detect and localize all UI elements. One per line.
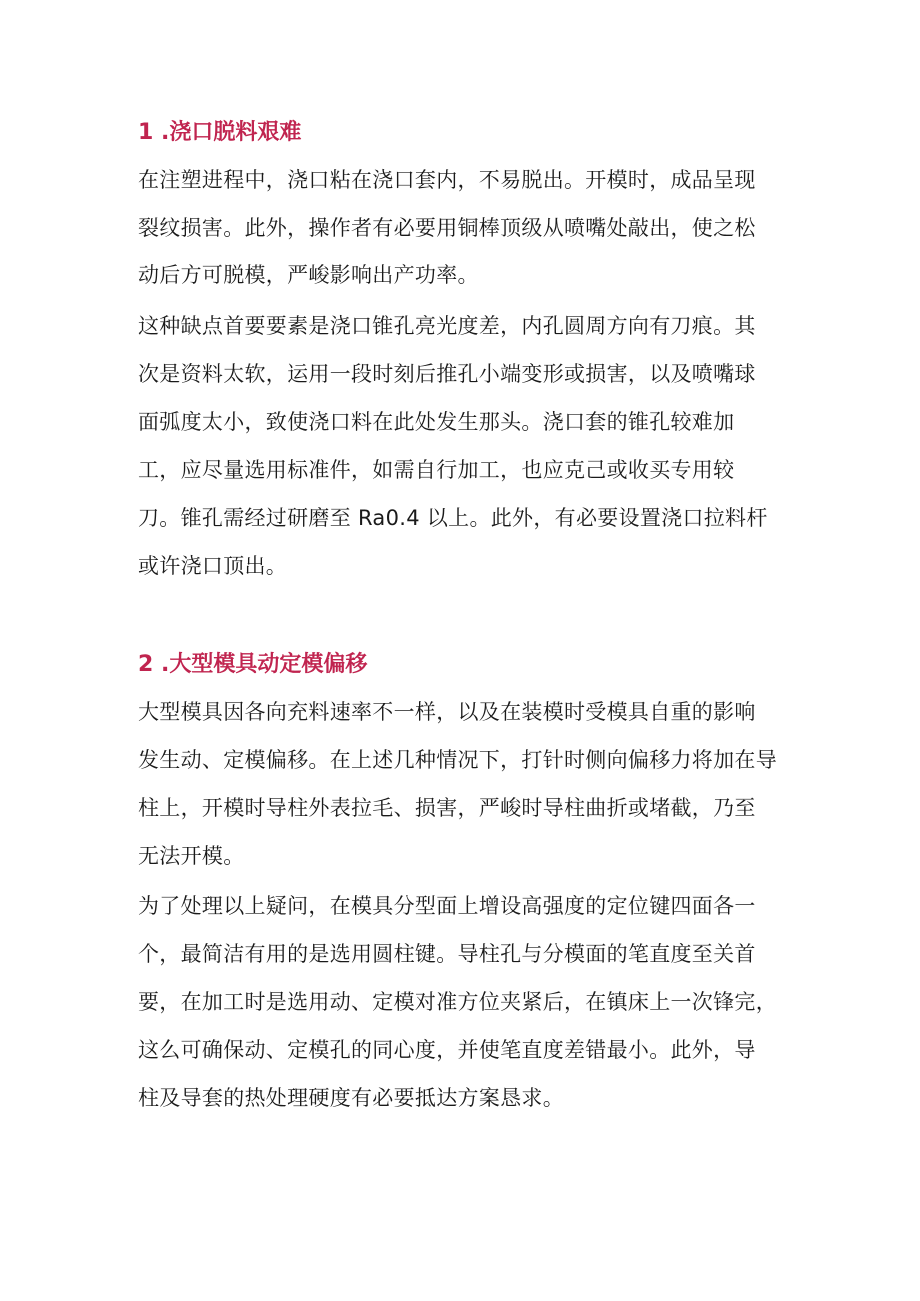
paragraph-line: 或许浇口顶出。 <box>138 554 288 578</box>
paragraph-line: 为了处理以上疑问，在模具分型面上增设高强度的定位键四面各一 <box>138 894 756 918</box>
paragraph-line: 这么可确保动、定模孔的同心度，并使笔直度差错最小。此外，导 <box>138 1038 756 1062</box>
paragraph-line: 柱及导套的热处理硬度有必要抵达方案恳求。 <box>138 1086 564 1110</box>
paragraph-line: 动后方可脱模，严峻影响出产功率。 <box>138 263 479 287</box>
paragraph-line: 这种缺点首要要素是浇口锥孔亮光度差，内孔圆周方向有刀痕。其 <box>138 314 756 338</box>
paragraph-line: 在注塑进程中，浇口粘在浇口套内，不易脱出。开模时，成品呈现 <box>138 168 756 192</box>
paragraph-line: 工，应尽量选用标准件，如需自行加工，也应克己或收买专用较 <box>138 458 735 482</box>
paragraph-line: 裂纹损害。此外，操作者有必要用铜棒顶级从喷嘴处敲出，使之松 <box>138 216 756 240</box>
paragraph-line: 柱上，开模时导柱外表拉毛、损害，严峻时导柱曲折或堵截，乃至 <box>138 796 756 820</box>
paragraph-line: 个，最简洁有用的是选用圆柱键。导柱孔与分模面的笔直度至关首 <box>138 942 756 966</box>
paragraph-line: 要，在加工时是选用动、定模对准方位夹紧后，在镇床上一次锋完， <box>138 990 777 1014</box>
paragraph-line: 刀。锥孔需经过研磨至 Ra0.4 以上。此外，有必要设置浇口拉料杆 <box>138 506 768 530</box>
section-1-title: 1 .浇口脱料艰难 <box>138 120 302 145</box>
paragraph-line: 无法开模。 <box>138 844 245 868</box>
paragraph-line: 大型模具因各向充料速率不一样，以及在装模时受模具自重的影响 <box>138 700 756 724</box>
paragraph-line: 发生动、定模偏移。在上述几种情况下，打针时侧向偏移力将加在导 <box>138 748 777 772</box>
paragraph-line: 次是资料太软，运用一段时刻后推孔小端变形或损害，以及喷嘴球 <box>138 362 756 386</box>
section-2-title: 2 .大型模具动定模偏移 <box>138 652 368 677</box>
paragraph-line: 面弧度太小，致使浇口料在此处发生那头。浇口套的锥孔较难加 <box>138 410 735 434</box>
